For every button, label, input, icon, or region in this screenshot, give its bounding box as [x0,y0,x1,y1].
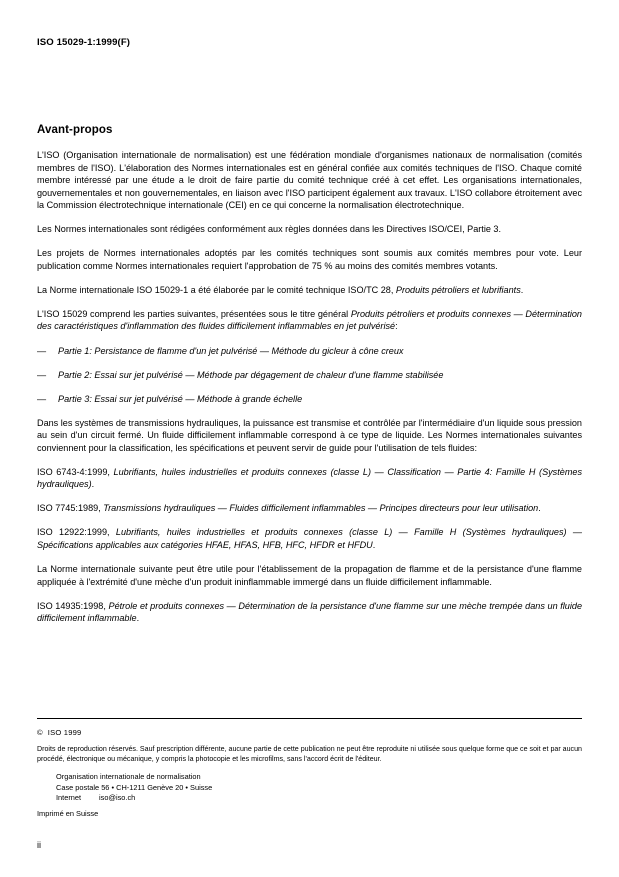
copyright-line [37,728,582,737]
parts-lead-text: L'ISO 15029 comprend les parties suivantes, présentées sous le titre général [37,308,351,319]
reference-tail: . [136,613,140,624]
tc-italic-title: Produits pétroliers et lubrifiants [395,284,521,295]
reference-title: Lubrifiants, huiles industrielles et produits connexes (classe L) — Classification — Partie 4: Famille H (Systèmes hydrauliques) [37,466,582,490]
paragraph-parts-intro [37,308,582,333]
em-dash-bullet-icon: — [37,345,47,356]
address-internet [56,793,582,803]
section-title: Avant-propos [37,124,113,136]
parts-italic-title: Produits pétroliers et produits connexes — Détermination des caractéristiques d'inflammation des fluides difficilement inflammables en jet pulvérisé [37,308,582,332]
address-organisation: Organisation internationale de normalisation [56,772,201,782]
list-item [37,393,582,406]
reference-iso-7745 [37,502,582,515]
reference-designation: ISO 6743-4:1999, [37,466,114,477]
paragraph-flame-propagation: La Norme internationale suivante peut être utile pour l'établissement de la propagation de flamme et de la persistance d'une flamme appliquée à l'extrémité d'une mèche d'un produit ininflammable immergé dans un fluide difficilement inflammable. [37,564,582,587]
parts-tail-text: : [395,321,398,332]
tc-tail-text: . [520,284,524,295]
paragraph-technical-committee [37,284,582,297]
address-postal: Case postale 56 • CH-1211 Genève 20 • Suisse [56,782,213,792]
copyright-text: ISO 1999 [47,728,82,737]
reference-tail: . [538,503,541,514]
reference-title: Transmissions hydrauliques — Fluides difficilement inflammables — Principes directeurs pour leur utilisation [103,503,539,514]
reference-designation: ISO 14935:1998, [37,600,109,611]
footer-divider [37,718,582,719]
reference-title: Lubrifiants, huiles industrielles et produits connexes (classe L) — Famille H (Systèmes hydrauliques) — Spécifications applicables aux catégories HFAE, HFAS, HFB, HFC, HFDR et HFDU [37,527,582,550]
reference-tail: . [372,539,376,550]
list-item-label: Partie 2: Essai sur jet pulvérisé — Méthode par dégagement de chaleur d'une flamme stabilisée [58,369,444,380]
reference-tail: . [91,479,95,490]
paragraph-hydraulic-systems: Dans les systèmes de transmissions hydrauliques, la puissance est transmise et contrôlée par l'intermédiaire d'un liquide sous pression au sein d'un circuit fermé. Un fluide difficilement inflammable correspond à ce type de liquide. Les Normes internationales suivantes conviennent pour la classification, les spécifications et peuvent servir de guide pour l'utilisation de tels fluides: [37,417,582,453]
list-item [37,369,582,382]
paragraph-voting: Les projets de Normes internationales adoptés par les comités techniques sont soumis aux comités membres pour vote. Leur publication comme Normes internationales requiert l'approbation de 75 % au moins des comités membres votants. [37,248,582,271]
em-dash-bullet-icon: — [37,369,47,380]
copyright-icon: © [37,728,43,737]
legal-notice: Droits de reproduction réservés. Sauf prescription différente, aucune partie de cette publication ne peut être reproduite ni utilisée sous quelque forme que ce soit et par aucun procédé, électronique ou mécanique, y compris la photocopie et les microfilms, sans l'accord écrit de l'éditeur. [37,745,582,764]
page-content [37,124,582,625]
internet-label: Internet [56,793,82,803]
paragraph-iso-description: L'ISO (Organisation internationale de normalisation) est une fédération mondiale d'organismes nationaux de normalisation (comités membres de l'ISO). L'élaboration des Normes internationales est en général confiée aux comités techniques de l'ISO. Chaque comité membre intéressé par une étude a le droit de faire partie du comité technique créé à cet effet. Les organisations internationales, gouvernementales et non gouvernementales, en liaison avec l'ISO participent également aux travaux. L'ISO collabore étroitement avec la Commission électrotechnique internationale (CEI) en ce qui concerne la normalisation électrotechnique. [37,150,582,211]
reference-designation: ISO 12922:1999, [37,527,116,538]
page-footer [37,728,582,818]
reference-title: Pétrole et produits connexes — Détermination de la persistance d'une flamme sur une mèche trempée dans un fluide difficilement inflammable [37,600,583,624]
publisher-address [56,772,582,803]
reference-iso-6743-4 [37,466,582,491]
list-item-label: Partie 3: Essai sur jet pulvérisé — Méthode à grande échelle [58,393,303,404]
list-item [37,345,582,358]
internet-value: iso@iso.ch [99,793,136,803]
paragraph-directives: Les Normes internationales sont rédigées conformément aux règles données dans les Directives ISO/CEI, Partie 3. [37,224,502,235]
reference-iso-12922 [37,526,582,551]
list-item-label: Partie 1: Persistance de flamme d'un jet pulvérisé — Méthode du gicleur à cône creux [58,345,404,356]
reference-iso-14935 [37,600,582,625]
em-dash-bullet-icon: — [37,393,47,404]
tc-lead-text: La Norme internationale ISO 15029-1 a été élaborée par le comité technique ISO/TC 28, [37,284,396,295]
printed-in: Imprimé en Suisse [37,808,99,818]
parts-list [37,345,582,406]
page-number: ii [37,840,42,850]
reference-designation: ISO 7745:1989, [37,503,104,514]
running-head: ISO 15029-1:1999(F) [37,37,131,48]
